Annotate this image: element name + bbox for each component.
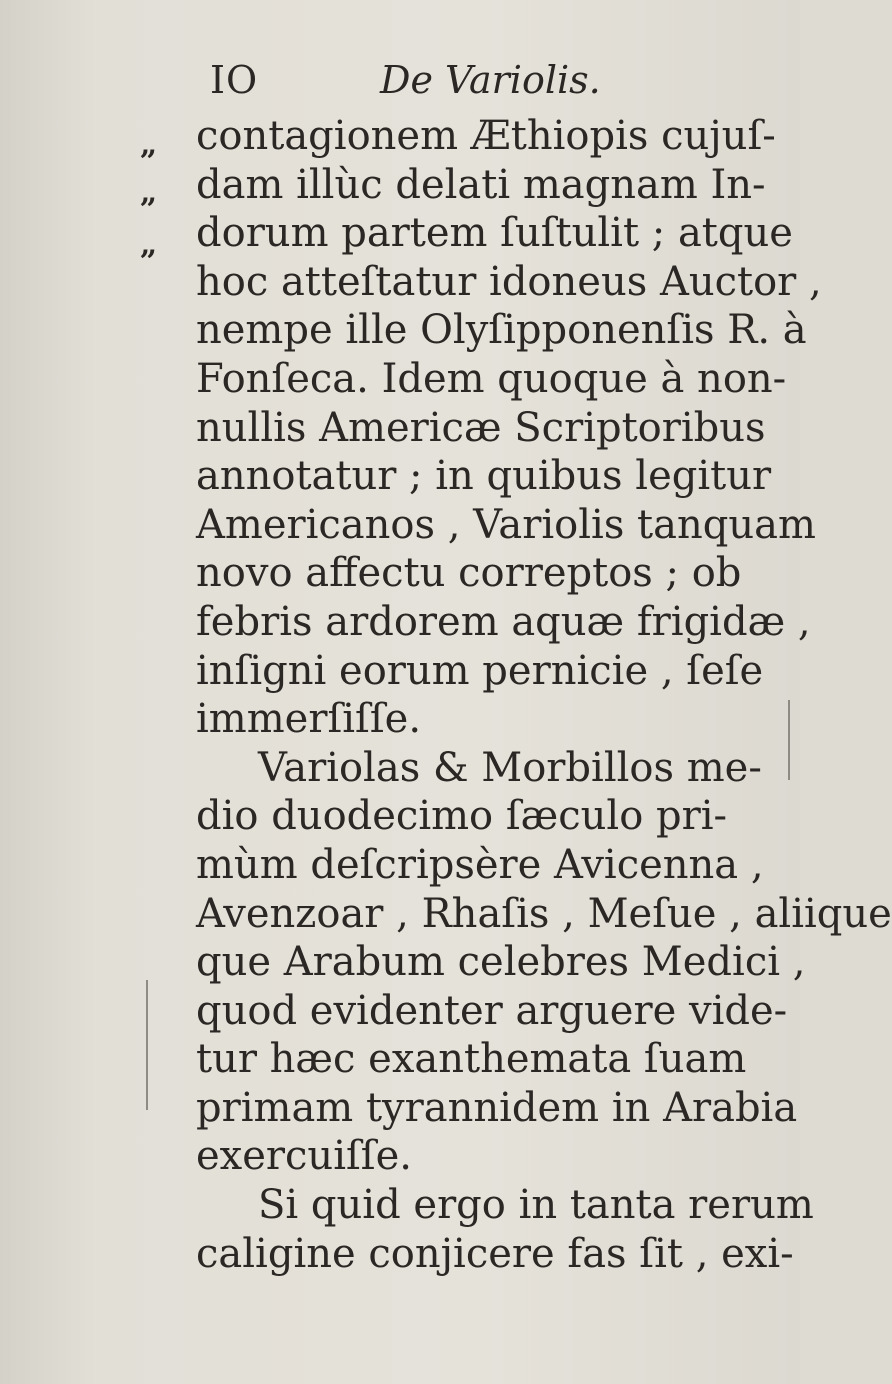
text-line: febris ardorem aquæ frigidæ , [196, 598, 811, 645]
text-line: immerſiſſe. [196, 696, 422, 743]
margin-quote-mark: „ [140, 127, 158, 162]
margin-quote-mark: „ [140, 175, 158, 210]
page-header [210, 58, 730, 108]
text-line: novo affectu correptos ; ob [196, 550, 742, 597]
text-line: dam illùc delati magnam In- [196, 161, 766, 208]
margin-stray-mark [146, 980, 148, 1110]
text-line: Si quid ergo in tanta rerum [258, 1182, 814, 1229]
text-line: caligine conjicere fas ſit , exi- [196, 1230, 794, 1277]
text-line: Fonſeca. Idem quoque à non- [196, 355, 787, 402]
margin-stray-mark [788, 700, 790, 780]
text-line: nullis Americæ Scriptoribus [196, 404, 766, 451]
text-line: mùm deſcripsère Avicenna , [196, 841, 764, 888]
text-line: dio duodecimo ſæculo pri- [196, 793, 728, 840]
text-line: exercuiſſe. [196, 1133, 412, 1180]
text-line: que Arabum celebres Medici , [196, 939, 806, 986]
page-number: IO [210, 58, 259, 102]
text-line: quod evidenter arguere vide- [196, 987, 788, 1034]
text-line: tur hæc exanthemata ſuam [196, 1036, 747, 1083]
margin-quote-mark: „ [140, 227, 158, 262]
text-line: annotatur ; in quibus legitur [196, 453, 772, 500]
text-line: hoc atteſtatur idoneus Auctor , [196, 258, 822, 305]
text-line: Avenzoar , Rhaſis , Meſue , aliique [196, 890, 892, 937]
text-line: contagionem Æthiopis cujuſ- [196, 113, 776, 159]
text-line: nempe ille Olyſipponenſis R. à [196, 307, 807, 354]
text-line: Americanos , Variolis tanquam [196, 501, 816, 548]
text-line: primam tyrannidem in Arabia [196, 1084, 798, 1131]
body-text [196, 112, 892, 1278]
running-title: De Variolis. [380, 58, 601, 102]
text-line: Variolas & Morbillos me- [258, 744, 762, 791]
text-line: inſigni eorum pernicie , ſeſe [196, 647, 764, 694]
text-line: dorum partem ſuſtulit ; atque [196, 210, 793, 257]
